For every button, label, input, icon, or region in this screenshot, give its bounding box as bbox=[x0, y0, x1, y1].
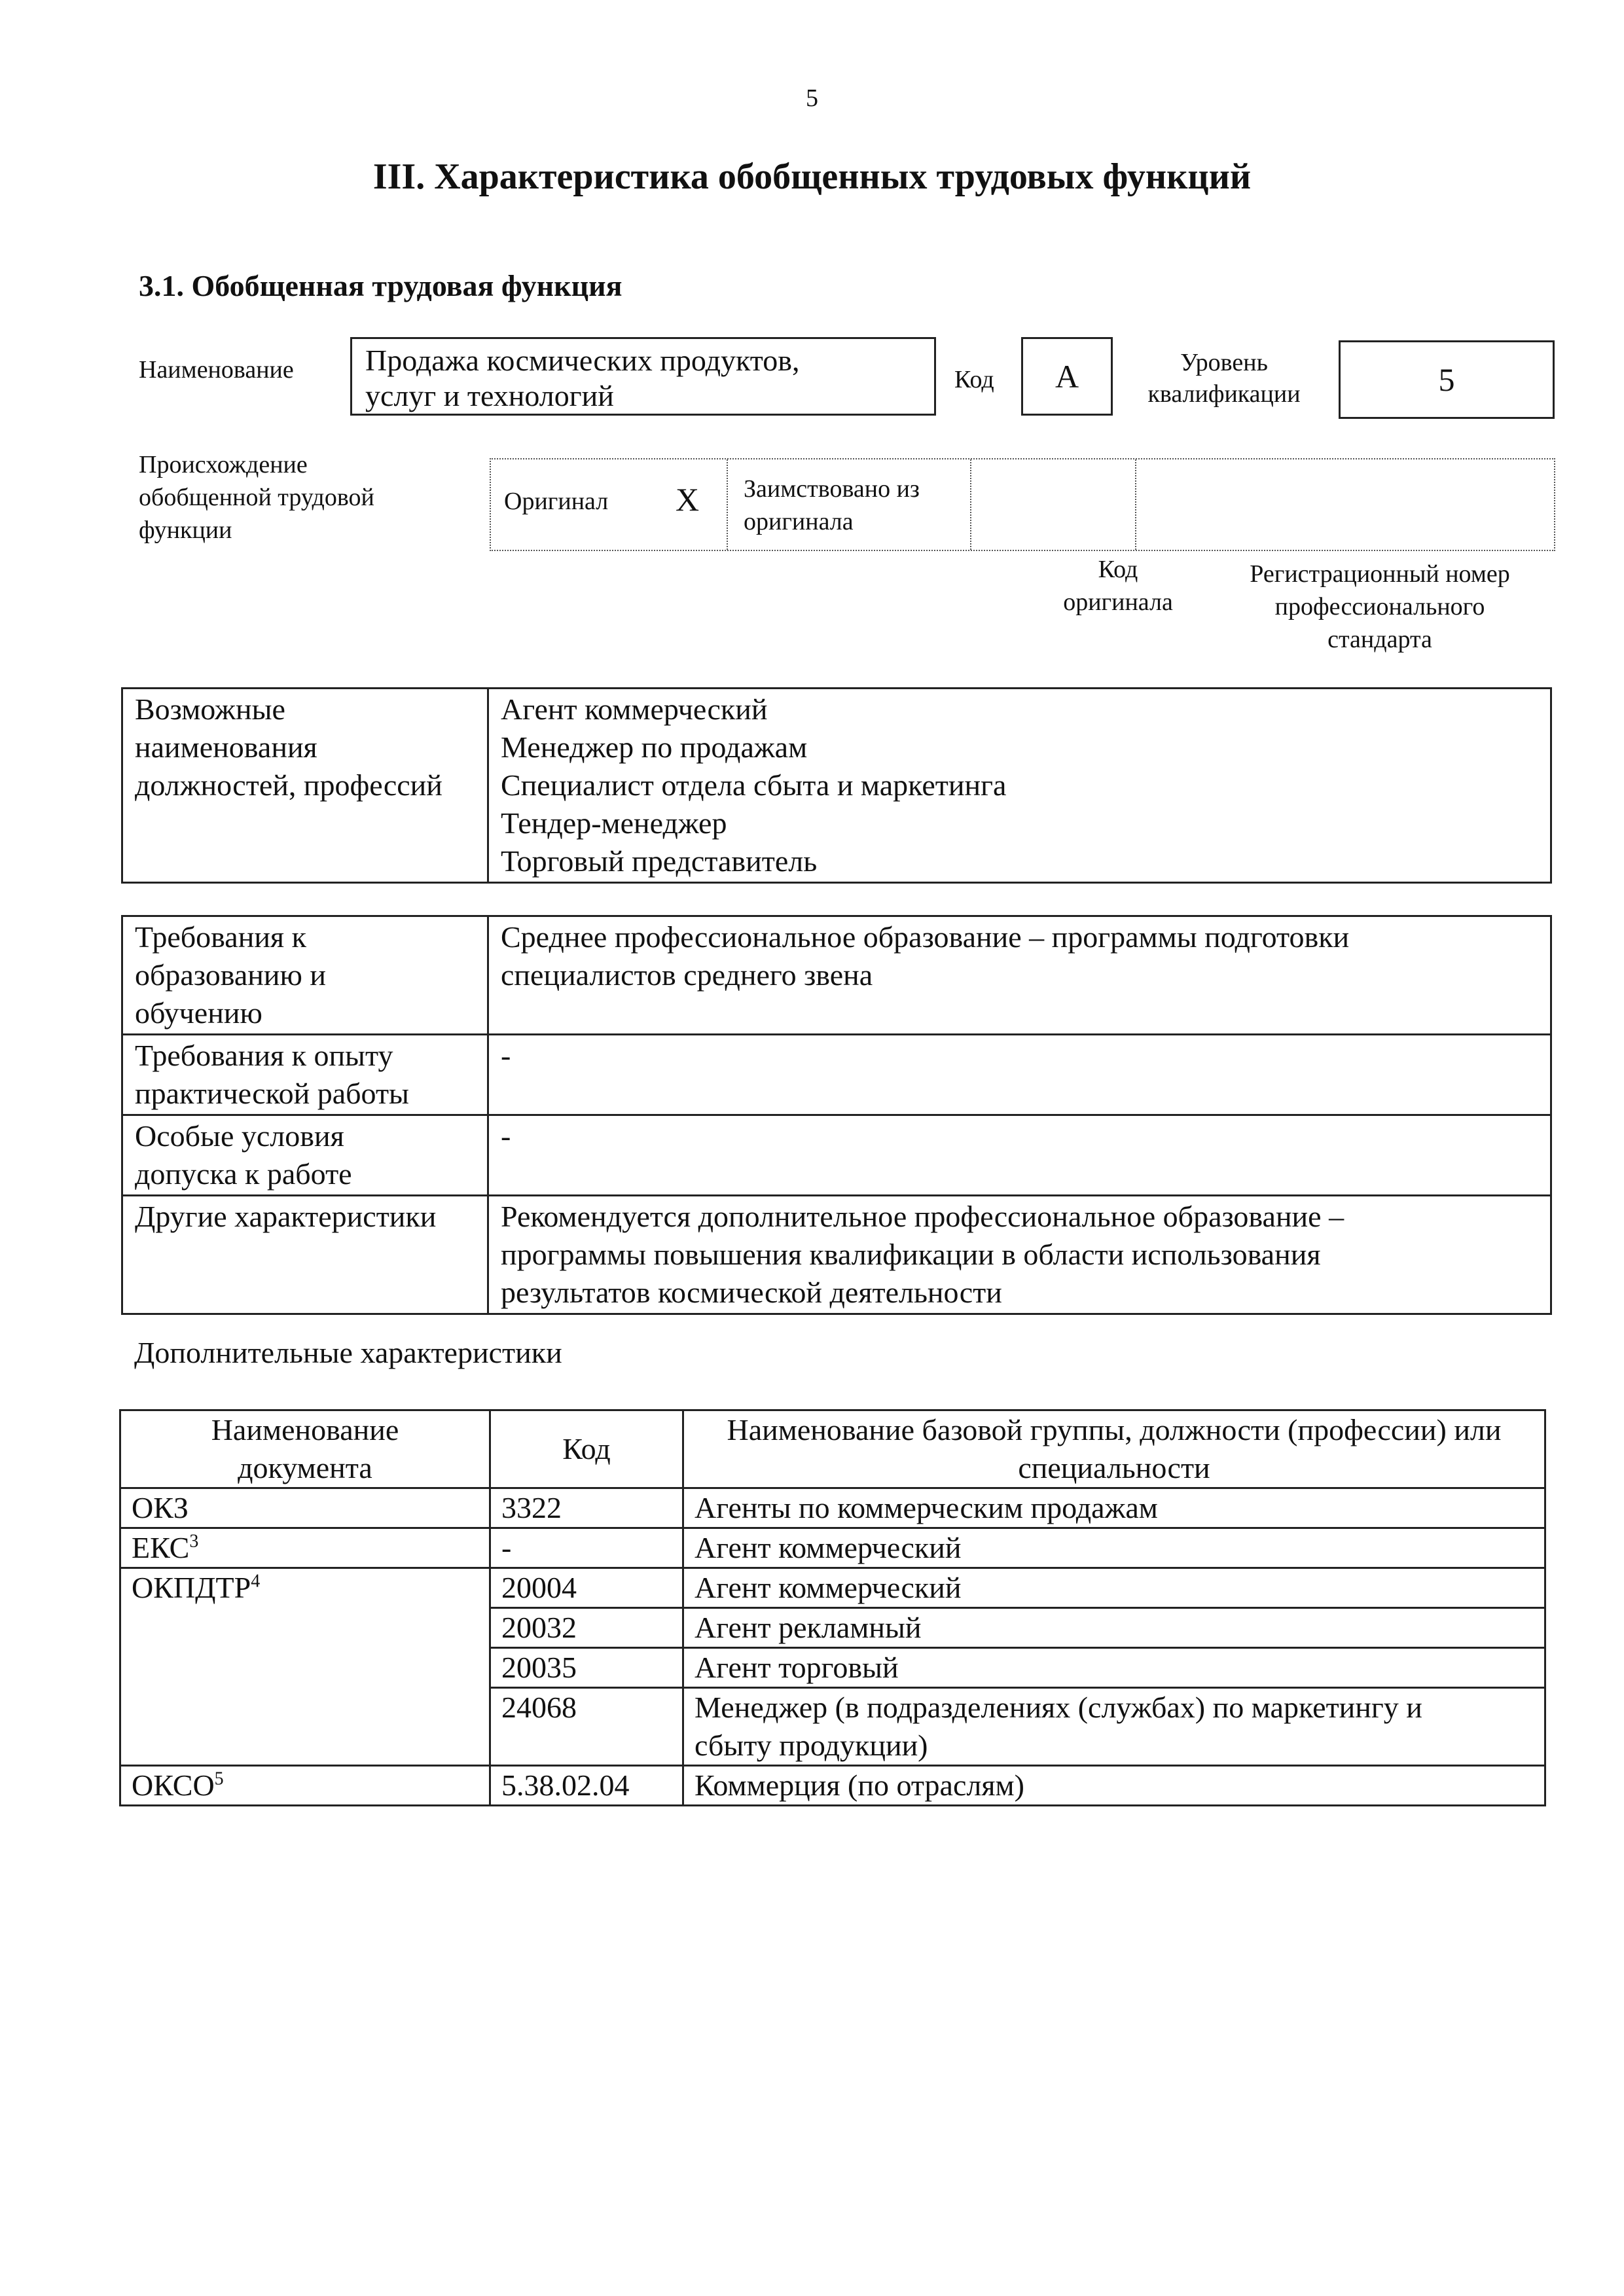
requirement-value-line: - bbox=[501, 1039, 511, 1072]
origin-reg-caption-line: стандарта bbox=[1327, 626, 1432, 653]
code-cell: 24068 bbox=[490, 1688, 683, 1766]
code-cell: 3322 bbox=[490, 1488, 683, 1528]
name-cell bbox=[683, 1688, 1545, 1766]
origin-reg-caption bbox=[1203, 558, 1557, 656]
table-row bbox=[122, 689, 1551, 883]
name-line: сбыту продукции) bbox=[695, 1729, 928, 1762]
code-cell: 20035 bbox=[490, 1648, 683, 1688]
position-item: Торговый представитель bbox=[501, 844, 818, 878]
origin-reg-number-cell bbox=[1136, 459, 1557, 550]
requirement-value-line: программы повышения квалификации в области использования bbox=[501, 1238, 1321, 1271]
requirement-label-cell bbox=[122, 1196, 488, 1314]
table-row bbox=[120, 1488, 1545, 1528]
origin-label-line: функции bbox=[139, 516, 232, 544]
code-cell: 20032 bbox=[490, 1608, 683, 1648]
origin-borrowed-label bbox=[744, 473, 920, 538]
requirement-label-cell bbox=[122, 916, 488, 1035]
header-doc-name-line: документа bbox=[238, 1451, 372, 1484]
positions-label-line: Возможные bbox=[135, 692, 285, 726]
doc-name: ОКСО bbox=[132, 1768, 215, 1802]
positions-label-cell bbox=[122, 689, 488, 883]
requirements-table bbox=[121, 915, 1552, 1315]
requirement-value-cell bbox=[488, 1035, 1551, 1115]
origin-reg-caption-line: Регистрационный номер bbox=[1250, 560, 1510, 588]
positions-list-cell bbox=[488, 689, 1551, 883]
origin-table bbox=[490, 458, 1555, 551]
code-cell: 20004 bbox=[490, 1568, 683, 1608]
requirement-value-cell bbox=[488, 1115, 1551, 1196]
function-name-line: услуг и технологий bbox=[365, 379, 614, 412]
origin-code-cell bbox=[971, 459, 1136, 550]
table-row bbox=[120, 1568, 1545, 1608]
name-cell: Агент коммерческий bbox=[683, 1528, 1545, 1568]
header-doc-name-line: Наименование bbox=[211, 1413, 399, 1446]
requirement-value-line: Среднее профессиональное образование – программы подготовки bbox=[501, 920, 1350, 954]
origin-code-caption bbox=[1039, 553, 1197, 619]
section-title: III. Характеристика обобщенных трудовых функций bbox=[372, 156, 1252, 197]
origin-reg-caption-line: профессионального bbox=[1274, 593, 1485, 620]
page-number: 5 bbox=[806, 84, 818, 112]
origin-borrowed-line: Заимствовано из bbox=[744, 475, 920, 503]
table-row bbox=[120, 1766, 1545, 1806]
header-group-name-line: специальности bbox=[1018, 1451, 1210, 1484]
requirement-label-line: образованию и bbox=[135, 958, 326, 992]
requirement-label-line: Требования к опыту bbox=[135, 1039, 393, 1072]
function-name-line: Продажа космических продуктов, bbox=[365, 344, 800, 377]
requirement-label-line: Другие характеристики bbox=[135, 1200, 437, 1233]
extra-characteristics-table bbox=[119, 1409, 1546, 1806]
doc-cell bbox=[120, 1766, 490, 1806]
requirement-label-line: допуска к работе bbox=[135, 1157, 352, 1191]
header-group-name bbox=[683, 1410, 1545, 1488]
qualification-level-label bbox=[1136, 347, 1312, 410]
code-cell: 5.38.02.04 bbox=[490, 1766, 683, 1806]
qualification-level-label-line: Уровень bbox=[1180, 349, 1268, 376]
header-code: Код bbox=[490, 1410, 683, 1488]
table-row bbox=[120, 1528, 1545, 1568]
name-cell: Коммерция (по отраслям) bbox=[683, 1766, 1545, 1806]
doc-cell: ОКЗ bbox=[120, 1488, 490, 1528]
qualification-level-value: 5 bbox=[1339, 340, 1555, 419]
qualification-level-label-line: квалификации bbox=[1147, 380, 1301, 408]
function-code-label: Код bbox=[954, 366, 994, 393]
position-item: Тендер-менеджер bbox=[501, 806, 727, 840]
doc-cell bbox=[120, 1568, 490, 1766]
name-cell: Агент торговый bbox=[683, 1648, 1545, 1688]
requirement-value-cell bbox=[488, 1196, 1551, 1314]
table-row bbox=[122, 1196, 1551, 1314]
origin-original-label: Оригинал bbox=[504, 488, 609, 515]
function-name-box bbox=[350, 337, 936, 416]
position-item: Агент коммерческий bbox=[501, 692, 768, 726]
origin-original-mark: X bbox=[676, 481, 700, 518]
table-row bbox=[122, 1035, 1551, 1115]
footnote-ref: 5 bbox=[214, 1768, 224, 1789]
function-name-label: Наименование bbox=[139, 356, 294, 384]
position-item: Специалист отдела сбыта и маркетинга bbox=[501, 768, 1007, 802]
positions-table bbox=[121, 687, 1552, 884]
name-line: Менеджер (в подразделениях (службах) по маркетингу и bbox=[695, 1691, 1422, 1724]
doc-cell bbox=[120, 1528, 490, 1568]
extra-characteristics-title: Дополнительные характеристики bbox=[134, 1336, 562, 1369]
requirement-label-line: Особые условия bbox=[135, 1119, 344, 1153]
positions-label-line: должностей, профессий bbox=[135, 768, 442, 802]
table-header-row bbox=[120, 1410, 1545, 1488]
subsection-title: 3.1. Обобщенная трудовая функция bbox=[139, 269, 623, 302]
origin-borrowed-line: оригинала bbox=[744, 508, 854, 535]
origin-borrowed-cell bbox=[728, 459, 971, 550]
function-code-value: А bbox=[1021, 337, 1113, 416]
footnote-ref: 3 bbox=[189, 1531, 199, 1552]
doc-name: ЕКС bbox=[132, 1531, 190, 1564]
origin-label bbox=[139, 448, 374, 547]
origin-original-cell bbox=[491, 459, 728, 550]
requirement-value-line: результатов космической деятельности bbox=[501, 1276, 1002, 1309]
positions-label-line: наименования bbox=[135, 730, 317, 764]
requirement-label-cell bbox=[122, 1115, 488, 1196]
name-cell: Агенты по коммерческим продажам bbox=[683, 1488, 1545, 1528]
table-row bbox=[122, 916, 1551, 1035]
name-cell: Агент коммерческий bbox=[683, 1568, 1545, 1608]
footnote-ref: 4 bbox=[251, 1571, 261, 1592]
doc-name: ОКПДТР bbox=[132, 1571, 251, 1604]
requirement-value-line: - bbox=[501, 1119, 511, 1153]
header-group-name-line: Наименование базовой группы, должности (профессии) или bbox=[727, 1413, 1502, 1446]
requirement-label-line: Требования к bbox=[135, 920, 306, 954]
requirement-value-line: Рекомендуется дополнительное профессиональное образование – bbox=[501, 1200, 1344, 1233]
requirement-label-cell bbox=[122, 1035, 488, 1115]
code-cell: - bbox=[490, 1528, 683, 1568]
origin-label-line: Происхождение bbox=[139, 451, 308, 478]
requirement-value-line: специалистов среднего звена bbox=[501, 958, 873, 992]
name-cell: Агент рекламный bbox=[683, 1608, 1545, 1648]
requirement-value-cell bbox=[488, 916, 1551, 1035]
origin-code-caption-line: оригинала bbox=[1063, 588, 1173, 616]
position-item: Менеджер по продажам bbox=[501, 730, 808, 764]
origin-label-line: обобщенной трудовой bbox=[139, 484, 374, 511]
requirement-label-line: обучению bbox=[135, 996, 262, 1030]
table-row bbox=[122, 1115, 1551, 1196]
origin-code-caption-line: Код bbox=[1098, 556, 1138, 583]
header-doc-name bbox=[120, 1410, 490, 1488]
requirement-label-line: практической работы bbox=[135, 1077, 409, 1110]
